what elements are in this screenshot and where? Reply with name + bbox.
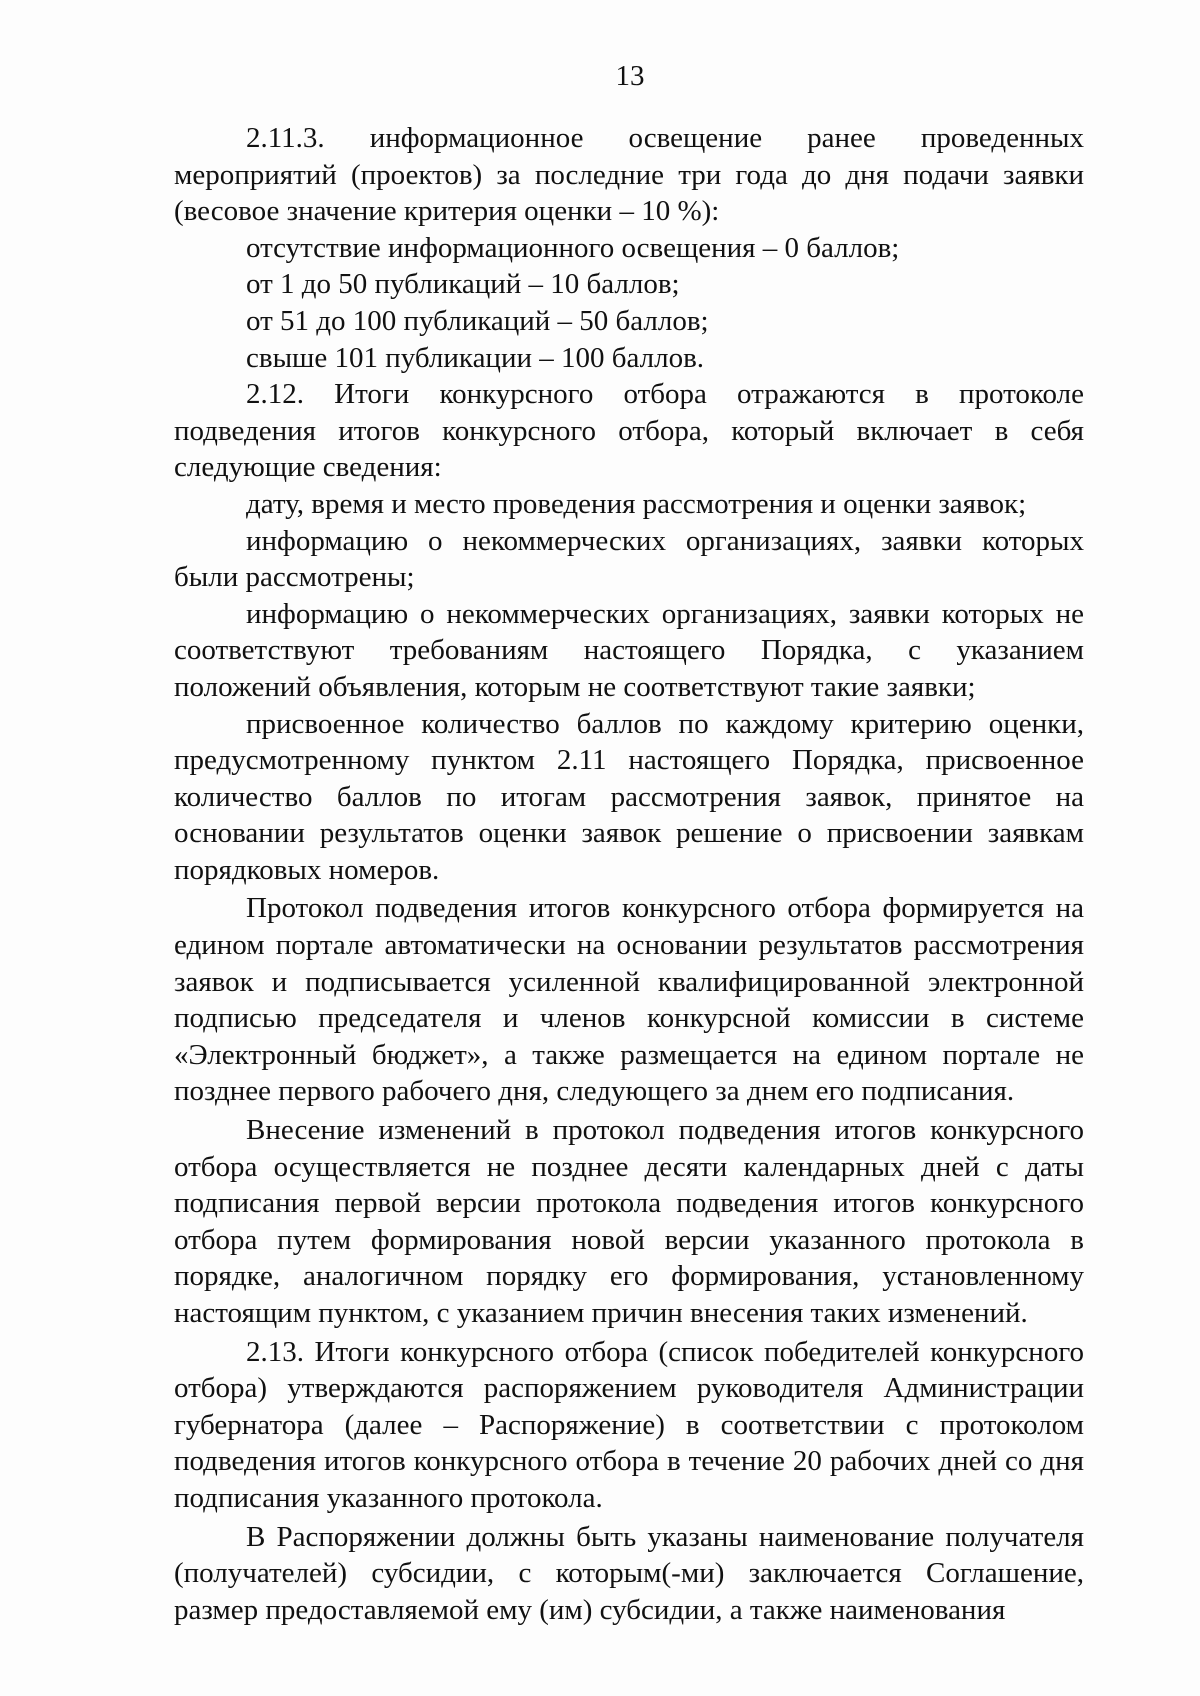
list-item: от 51 до 100 публикаций – 50 баллов; [246, 304, 709, 337]
paragraph: Внесение изменений в протокол подведения итогов конкурсного отбора осуществляется не позднее десяти календарных дней с даты подписания первой версии протокола подведения итогов конкурсного отбора путем формирования новой версии указанного протокола в порядке, аналогичном порядку его формирования, установленному настоящим пунктом, с указанием причин внесения таких изменений. [174, 1114, 1084, 1329]
paragraph-2-12: 2.12. Итоги конкурсного отбора отражаются в протоколе подведения итогов конкурсного отбора, который включает в себя следующие сведения: [174, 378, 1084, 484]
document-body [174, 120, 1084, 1628]
list-item: информацию о некоммерческих организациях, заявки которых не соответствуют требованиям настоящего Порядка, с указанием положений объявления, которым не соответствуют такие заявки; [174, 597, 1084, 703]
page-number: 13 [615, 60, 645, 92]
list-item: дату, время и место проведения рассмотрения и оценки заявок; [246, 487, 1027, 520]
list-item: свыше 101 публикации – 100 баллов. [246, 341, 705, 374]
list-item: отсутствие информационного освещения – 0 баллов; [246, 231, 900, 264]
paragraph-2-13: 2.13. Итоги конкурсного отбора (список победителей конкурсного отбора) утверждаются распоряжением руководителя Администрации губернатора (далее – Распоряжение) в соответствии с протоколом подведения итогов конкурсного отбора в течение 20 рабочих дней со дня подписания указанного протокола. [174, 1335, 1084, 1514]
list-item: информацию о некоммерческих организациях, заявки которых были рассмотрены; [174, 524, 1084, 594]
list-item: присвоенное количество баллов по каждому критерию оценки, предусмотренному пунктом 2.11 настоящего Порядка, присвоенное количество баллов по итогам рассмотрения заявок, принятое на основании результатов оценки заявок решение о присвоении заявкам порядковых номеров. [174, 707, 1084, 886]
paragraph: В Распоряжении должны быть указаны наименование получателя (получателей) субсидии, с которым(-ми) заключается Соглашение, размер предоставляемой ему (им) субсидии, а также наименования [174, 1520, 1084, 1626]
paragraph: Протокол подведения итогов конкурсного отбора формируется на едином портале автоматически на основании результатов рассмотрения заявок и подписывается усиленной квалифицированной электронной подписью председателя и членов конкурсной комиссии в системе «Электронный бюджет», а также размещается на едином портале не позднее первого рабочего дня, следующего за днем его подписания. [174, 892, 1084, 1108]
list-item: от 1 до 50 публикаций – 10 баллов; [246, 268, 680, 301]
paragraph-2-11-3: 2.11.3. информационное освещение ранее проведенных мероприятий (проектов) за последние три года до дня подачи заявки (весовое значение критерия оценки – 10 %): [174, 122, 1084, 228]
